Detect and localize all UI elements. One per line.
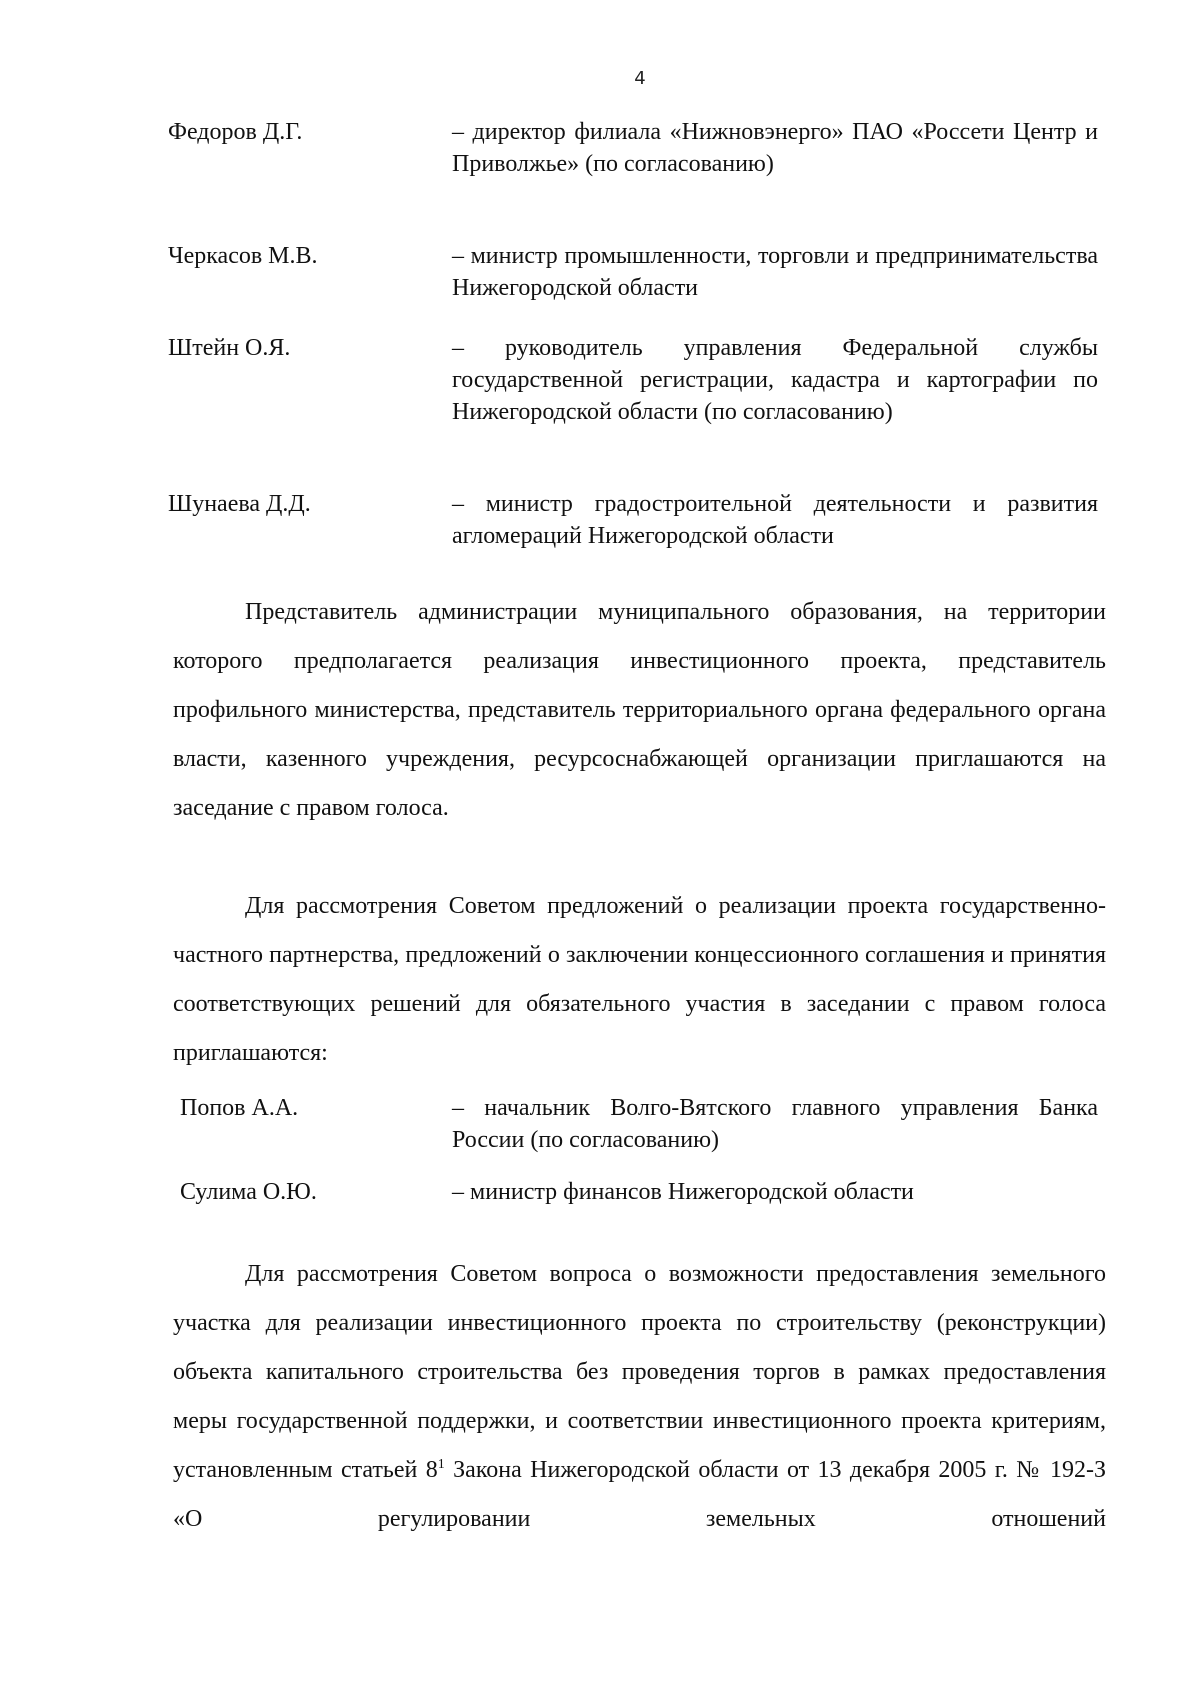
paragraph-representatives: Представитель администрации муниципального образования, на территории которого предполагается реализация инвестиционного проекта, представитель профильного министерства, представитель территориального органа федерального органа власти, казенного учреждения, ресурсоснабжающей организации приглашаются на заседание с правом голоса. <box>173 599 1106 821</box>
member-name: Штейн О.Я. <box>168 335 291 361</box>
member-name: Черкасов М.В. <box>168 243 318 269</box>
superscript: 1 <box>437 1457 445 1472</box>
member-name: Попов А.А. <box>180 1095 299 1121</box>
member-role: – министр промышленности, торговли и предпринимательства Нижегородской области <box>452 243 1098 301</box>
member-name: Федоров Д.Г. <box>168 119 303 145</box>
paragraph-ppp-invitation: Для рассмотрения Советом предложений о реализации проекта государственно-частного партнерства, предложений о заключении концессионного соглашения и принятия соответствующих решений для обязательного участия в заседании с правом голоса приглашаются: <box>173 893 1106 1066</box>
member-role: – министр градостроительной деятельности и развития агломераций Нижегородской области <box>452 491 1098 549</box>
member-role: – руководитель управления Федеральной службы государственной регистрации, кадастра и картографии по Нижегородской области (по согласованию) <box>452 335 1098 425</box>
paragraph-text: Закона Нижегородской области от 13 декабря 2005 г. № 192-З «О регулировании земельных отношений <box>173 1457 1107 1532</box>
member-role: – министр финансов Нижегородской области <box>452 1179 914 1205</box>
page-number: 4 <box>634 68 646 89</box>
member-name: Шунаева Д.Д. <box>168 491 311 517</box>
member-name: Сулима О.Ю. <box>180 1179 317 1205</box>
paragraph-text: Для рассмотрения Советом вопроса о возможности предоставления земельного участка для реализации инвестиционного проекта по строительству (реконструкции) объекта капитального строительства без проведения торгов в рамках предоставления меры государственной поддержки, и соответствии инвестиционного проекта критериям, установленным статьей 8 <box>173 1261 1106 1483</box>
paragraph-land-plot <box>173 1250 1106 1544</box>
member-role: – директор филиала «Нижновэнерго» ПАО «Россети Центр и Приволжье» (по согласованию) <box>452 119 1098 177</box>
member-role: – начальник Волго-Вятского главного управления Банка России (по согласованию) <box>452 1095 1098 1153</box>
